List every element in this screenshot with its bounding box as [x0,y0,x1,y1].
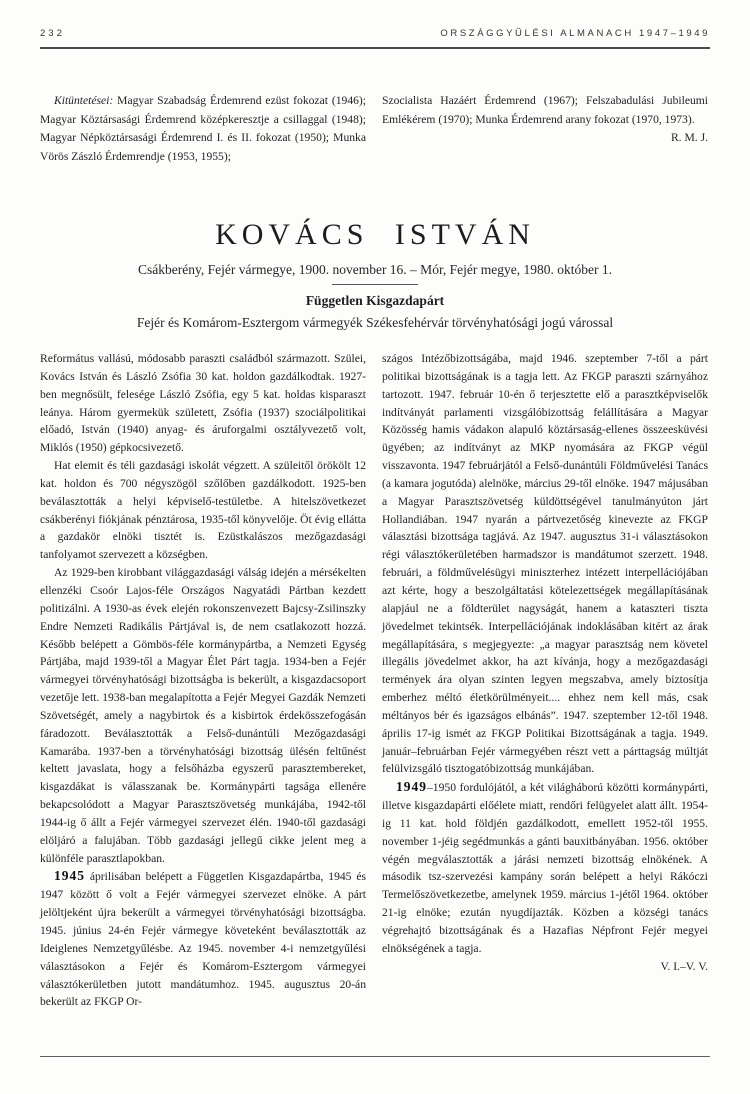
biography-body [40,350,710,1011]
biography-left-column [40,350,366,1011]
biography-right-column [382,350,708,1011]
entry-heading [40,218,710,331]
previous-entry-signature: R. M. J. [670,131,708,145]
bio-paragraph-1949-text: –1950 fordulójától, a két világháború közötti kormánypárti, illetve kisgazdapárti előélete miatt, rendőri felügyelet alatt állt. 1954-ig 11 kat. hold földjén gazdálkodott, emellett 1952-től 1955. november 1-jéig segédmunkás a gánti bauxitbányában. 1956. október végén megválasztották a járási nemzeti bizottság elnökének. A második tsz-szervezési kampány során belépett a helyi Rákóczi Termelőszövetkezetbe, amelynek 1959. március 1-jétől 1964. október 21-ig elnöke; ezután nyugdíjazták. Közben a községi tanács végrehajtó bizottságának és a Hazafias Népfront Fejér megyei elnökségének a tagja. [382,781,708,955]
awards-lead-italic: Kitüntetései: [54,94,114,107]
bio-paragraph-1945-continued: szágos Intézőbizottságába, majd 1946. szeptember 7-től a párt politikai bizottságának is a tagja lett. Az FKGP paraszti szárnyához tartozott. 1947. február 10-én ő terjesztette elő a parasztképviselők indítványát parlamenti vizsgálóbizottság felállítására a Magyar Közösség hamis vádakon alapuló köztársaság-ellenes összeesküvési ügyében; az indítványt az MKP nyomására az FKGP végül visszavonta. 1947 februárjától a Felső-dunántúli Földművelési Tanács (a kamara jogutóda) alelnöke, március 29-től elnöke. 1947 májusában a Magyar Parasztszövetség küldöttségével tanulmányúton járt Hollandiában. 1947 nyarán a pártvezetőség kinevezte az FKGP választási bizottsága tagjává. Az 1947. augusztus 31-i választásokon régi választókerületében harmadszor is mandátumot szerzett. 1948. februári, a földművelésügyi miniszterhez intézett interpellációjában azt kérte, hogy a beszolgáltatási kötelezettségek megállapításának alapjául ne a földterület nagyságát, hanem a kataszteri tiszta jövedelmet tekintsék. Interpellációjának indoklásában kitért az árak megállapítására, s megjegyezte: „a magyar parasztság nem követel illegális jövedelmet akkor, ha azt kívánja, hogy a mezőgazdasági termények ára olyan szinten legyen megszabva, amely biztosítja emberhez méltó életkörülményeit.... ehhez nem kell más, csak méltányos bér és igazságos elbánás”. 1947. szeptember 12-től 1948. április 17-ig ismét az FKGP Politikai Bizottságának a tagja. 1949. január–februárban Fejér vármegyében részt vett a párttagság múltját felülvizsgáló tisztogatóbizottság munkájában. [382,352,708,776]
awards-right-column [382,92,708,166]
awards-left-column [40,92,366,166]
entry-constituency: Fejér és Komárom-Esztergom vármegyék Székesfehérvár törvényhatósági jogú várossal [136,315,614,330]
awards-continuation [40,92,710,166]
bio-paragraph-1945 [40,867,366,1011]
running-header [40,28,710,39]
entry-party: Független Kisgazdapárt [305,293,445,308]
bio-paragraph-politics-interwar: Az 1929-ben kirobbant világgazdasági válság idején a mérsékelten ellenzéki Csoór Lajos-féle Országos Nagyatádi Pártban kezdett politizálni. A 1930-as évek elején rokonszenvezett Bajcsy-Zsilinszky Endre Nemzeti Radikális Pártjával is, de nem csatlakozott hozzá. Később belépett a Gömbös-féle kormánypártba, a Nemzeti Egység Pártjába, majd 1939-től a Magyar Élet Párt tagja. 1934-ben a Fejér vármegyei törvényhatósági bizottságba is bekerült, a kisgazdacsoport vezetője lett. 1938-ban megalapította a Fejér Megyei Gazdák Nemzeti Szövetségét, amely a nagybirtok és a kisbirtok érdekösszefogásán fáradozott. Beválasztották a Felső-dunántúli Mezőgazdasági Kamarába. 1937-ben a törvényhatósági bizottság ülésén feltűnést keltett javaslata, hogy a felsőházba egyszerű parasztembereket, kisgazdákat is válasszanak be. Kormánypárti tagsága ellenére bekapcsolódott a Magyar Parasztszövetség munkájába, 1942-től 1944-ig ő állt a Fejér vármegyei szervezet élén. 1940-től gazdasági elöljáró a falujában. Több gazdasági jellegű cikke jelent meg a különféle parasztlapokban. [40,566,366,865]
year-marker-1945: 1945 [54,868,85,884]
bio-paragraph-1949 [382,778,708,957]
entry-title: KOVÁCS ISTVÁN [215,218,535,251]
header-rule [40,47,710,49]
awards-right-text: Szocialista Hazáért Érdemrend (1967); Felszabadulási Jubileumi Emlékérem (1970); Munka Érdemrend arany fokozat (1970, 1973). [382,94,708,126]
bio-paragraph-origins: Református vallású, módosabb paraszti családból származott. Szülei, Kovács István és László Zsófia 30 kat. holdon gazdálkodtak. 1927-ben megnősült, felesége László Zsófia, egy 5 kat. holdas kisparaszt leánya. Három gyermekük született, Zsófia (1937) szociálpolitikai előadó, István (1940) anyag- és áruforgalmi osztályvezető volt, Miklós (1950) gépkocsivezető. [40,352,366,455]
awards-left-text: Magyar Szabadság Érdemrend ezüst fokozat (1946); Magyar Köztársasági Érdemrend középkeresztje a csillaggal (1948); Magyar Népköztársasági Érdemrend I. és II. fokozat (1950); Munka Vörös Zászló Érdemrendje (1953, 1955); [40,94,366,163]
awards-paragraph [40,92,366,166]
entry-separator-rule [332,284,418,285]
running-header-title: ORSZÁGGYŰLÉSI ALMANACH 1947–1949 [440,28,710,39]
footer-rule [40,1056,710,1057]
entry-life-dates: Csákberény, Fejér vármegye, 1900. november 16. – Mór, Fejér megye, 1980. október 1. [138,262,612,277]
page-number: 232 [40,28,65,39]
year-marker-1949: 1949 [396,779,427,795]
bio-paragraph-education: Hat elemit és téli gazdasági iskolát végzett. A szüleitől örökölt 12 kat. holdon és 700 négyszögöl szőlőben gazdálkodott. 1925-ben beválasztották a helyi képviselő-testületbe. A hitelszövetkezet csákberényi fiókjának pénztárosa, 1935-től könyvelője. Öt évig ellátta a gazdakör elnöki tisztét is. Ezüstkalászos mezőgazdasági tanfolyamot szervezett a községben. [40,459,366,562]
entry-author-signature: V. I.–V. V. [660,959,708,973]
bio-paragraph-1945-text: áprilisában belépett a Független Kisgazdapártba, 1945 és 1947 között ő volt a Fejér vármegyei szervezet elnöke. A párt jelöltjeként újra bekerült a vármegyei törvényhatósági bizottságba. 1945. június 24-én Fejér vármegye követeként beválasztották az Ideiglenes Nemzetgyűlésbe. Az 1945. november 4-i nemzetgyűlési választásokon a Fejér és Komárom-Esztergom vármegyei választókerületben jutott mandátumhoz. 1945. augusztus 20-án bekerült az FKGP Or- [40,870,366,1009]
